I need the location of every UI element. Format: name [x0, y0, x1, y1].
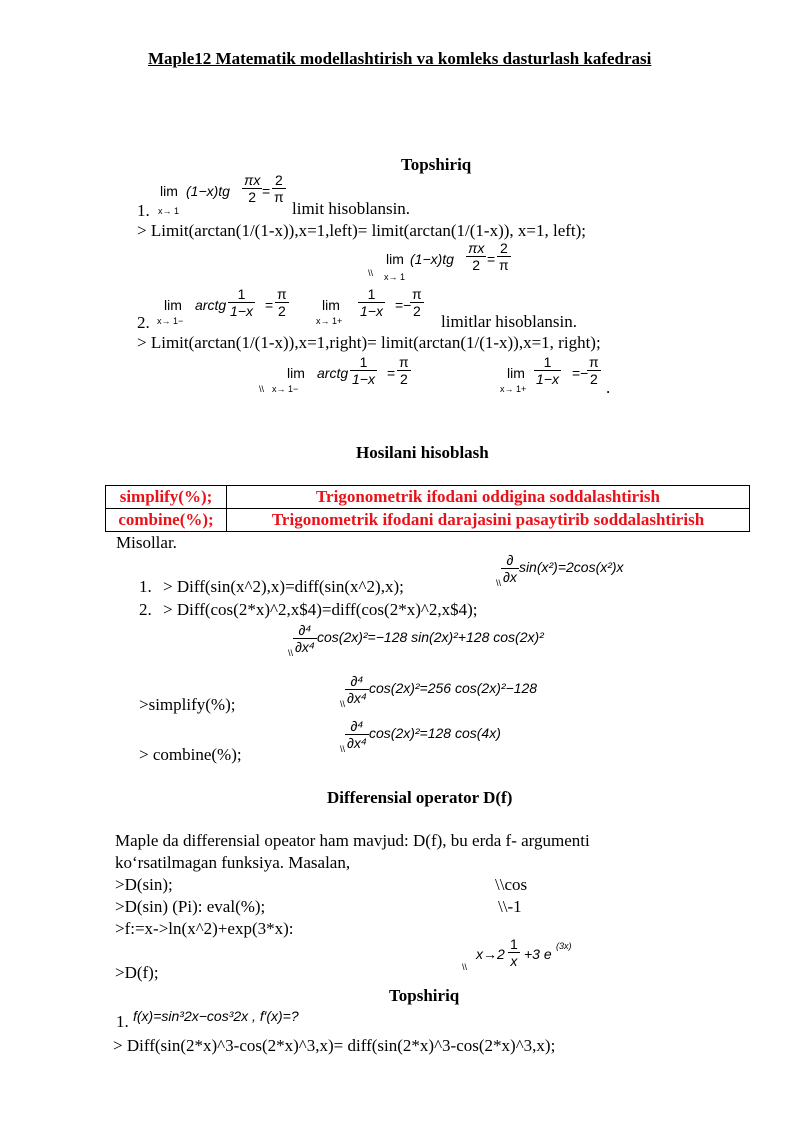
- fraction-numerator: π: [589, 354, 599, 370]
- partial-denominator: ∂x: [503, 569, 517, 585]
- maple-command: > Limit(arctan(1/(1-x)),x=1,right)= limit(arctan(1/(1-x)),x=1, right);: [137, 333, 601, 352]
- lim-subscript: x→ 1+: [500, 384, 527, 394]
- output-prefix: \\: [462, 962, 468, 972]
- partial-denominator: ∂x⁴: [295, 639, 315, 655]
- lim-subscript: x→ 1: [384, 272, 406, 282]
- derivative-output: [340, 718, 501, 754]
- formula-fraction: [350, 354, 377, 387]
- maple-command: >D(sin);: [115, 875, 173, 894]
- maple-output: \\cos: [495, 875, 528, 894]
- equals-sign: =: [265, 297, 274, 313]
- output-prefix: \\: [340, 744, 346, 755]
- table-cell-command: combine(%);: [106, 509, 227, 532]
- equals-sign: =: [487, 251, 496, 267]
- output-period: .: [606, 378, 611, 397]
- table-cell-description: Trigonometrik ifodani darajasini pasaytirib soddalashtirish: [227, 509, 750, 532]
- page-header: Maple12 Matematik modellashtirish va komleks dasturlash kafedrasi: [148, 49, 652, 68]
- formula-fraction: [272, 172, 286, 205]
- table-row: [106, 486, 750, 509]
- fraction-numerator: 1: [350, 354, 377, 371]
- partial-symbol: ∂⁴: [345, 718, 369, 735]
- equals-sign: =−: [395, 297, 412, 313]
- output-prefix: \\: [496, 578, 502, 589]
- derivative-output: [340, 673, 537, 709]
- derivative-expr: cos(2x)²=128 cos(4x): [369, 725, 501, 742]
- table-cell-description: Trigonometrik ifodani oddigina soddalashtirish: [227, 486, 750, 509]
- lim-label: lim: [322, 297, 340, 313]
- fraction-denominator: 1−x: [230, 303, 253, 319]
- maple-command: > Diff(sin(x^2),x)=diff(sin(x^2),x);: [163, 577, 404, 596]
- item-number: 2.: [137, 313, 150, 332]
- fraction-numerator: 1: [358, 286, 385, 303]
- partial-symbol: ∂: [501, 552, 519, 569]
- item-text: limitlar hisoblansin.: [441, 312, 577, 331]
- lim-expr: (1−x)tg: [186, 183, 230, 199]
- paragraph-line: ko‘rsatilmagan funksiya. Masalan,: [115, 853, 351, 872]
- task-formula: f(x)=sin³2x−cos³2x , f′(x)=?: [133, 1008, 299, 1024]
- fraction-denominator: 2: [589, 371, 598, 387]
- paragraph-line: Maple da differensial opeator ham mavjud: D(f), bu erda f- argumenti: [115, 831, 590, 850]
- derivative-output: [288, 622, 544, 658]
- item-number: 1.: [137, 201, 150, 220]
- fraction-denominator: 2: [399, 371, 408, 387]
- arctg-label: arctg: [195, 297, 227, 313]
- section-title-hosila: Hosilani hisoblash: [356, 443, 489, 462]
- lim-label: lim: [507, 365, 525, 381]
- fraction-denominator: 1−x: [352, 371, 375, 387]
- arctg-label: arctg: [317, 365, 349, 381]
- lim-label: lim: [164, 297, 182, 313]
- fraction-denominator: 2: [472, 257, 481, 273]
- fraction-numerator: 1: [534, 354, 561, 371]
- equals-sign: =−: [572, 365, 589, 381]
- partial-denominator: ∂x⁴: [347, 690, 367, 706]
- lim-label: lim: [386, 251, 404, 267]
- fraction-numerator: π: [399, 354, 409, 370]
- table-row: [106, 509, 750, 532]
- fraction-numerator: 2: [272, 172, 286, 189]
- formula-fraction: [397, 354, 411, 387]
- maple-command: >simplify(%);: [139, 695, 236, 714]
- equals-sign: =: [387, 365, 396, 381]
- fraction-numerator: π: [412, 286, 422, 302]
- examples-label: Misollar.: [116, 533, 177, 552]
- lim-subscript: x→ 1−: [157, 316, 184, 326]
- df-arrow: x→2: [476, 946, 505, 962]
- formula-fraction: [497, 240, 511, 273]
- fraction-numerator: 2: [497, 240, 511, 257]
- formula-fraction: [466, 240, 486, 273]
- lim-subscript: x→ 1−: [272, 384, 299, 394]
- formula-fraction: [410, 286, 424, 319]
- maple-command: >f:=x->ln(x^2)+exp(3*x):: [115, 919, 294, 938]
- fraction-denominator: 1−x: [360, 303, 383, 319]
- derivative-output: [496, 552, 624, 588]
- maple-command: >D(f);: [115, 963, 159, 982]
- maple-command: > combine(%);: [139, 745, 242, 764]
- fraction-numerator: πx: [244, 172, 261, 188]
- derivative-expr: cos(2x)²=256 cos(2x)²−128: [369, 680, 538, 697]
- formula-fraction: [587, 354, 601, 387]
- df-exponent: (3x): [556, 941, 572, 951]
- maple-command: > Diff(sin(2*x)^3-cos(2*x)^3,x)= diff(sin(2*x)^3-cos(2*x)^3,x);: [113, 1036, 556, 1055]
- formula-fraction: [275, 286, 289, 319]
- item-number: 1.: [116, 1012, 129, 1031]
- output-prefix: \\: [288, 648, 294, 659]
- fraction-denominator: x: [510, 953, 518, 969]
- fraction-numerator: π: [277, 286, 287, 302]
- formula-fraction: [358, 286, 385, 319]
- maple-output: \\-1: [498, 897, 522, 916]
- partial-denominator: ∂x⁴: [347, 735, 367, 751]
- lim-subscript: x→ 1: [158, 206, 180, 216]
- maple-command: >D(sin) (Pi): eval(%);: [115, 897, 266, 916]
- fraction-denominator: 2: [412, 303, 421, 319]
- fraction-denominator: 2: [277, 303, 286, 319]
- commands-table: [105, 485, 750, 532]
- output-prefix: \\: [340, 699, 346, 710]
- fraction-numerator: 1: [228, 286, 255, 303]
- output-prefix: \\: [259, 384, 265, 394]
- fraction-denominator: π: [499, 257, 509, 273]
- partial-symbol: ∂⁴: [345, 673, 369, 690]
- fraction-numerator: 1: [510, 936, 518, 952]
- output-prefix: \\: [368, 268, 374, 278]
- fraction-denominator: 2: [248, 189, 257, 205]
- formula-fraction: [534, 354, 561, 387]
- equals-sign: =: [262, 183, 271, 199]
- partial-symbol: ∂⁴: [293, 622, 317, 639]
- maple-command: > Diff(cos(2*x)^2,x$4)=diff(cos(2*x)^2,x$4);: [163, 600, 478, 619]
- formula-fraction: [242, 172, 262, 205]
- lim-subscript: x→ 1+: [316, 316, 343, 326]
- item-text: limit hisoblansin.: [292, 199, 411, 218]
- formula-fraction: [508, 936, 520, 969]
- section-title-topshiriq-2: Topshiriq: [389, 986, 460, 1005]
- lim-expr: (1−x)tg: [410, 251, 454, 267]
- formula-fraction: [228, 286, 255, 319]
- example-number: 2.: [139, 600, 152, 619]
- lim-label: lim: [287, 365, 305, 381]
- fraction-denominator: 1−x: [536, 371, 559, 387]
- derivative-expr: cos(2x)²=−128 sin(2x)²+128 cos(2x)²: [317, 629, 544, 646]
- table-cell-command: simplify(%);: [106, 486, 227, 509]
- section-title-operator: Differensial operator D(f): [327, 788, 513, 807]
- lim-label: lim: [160, 183, 178, 199]
- df-plus-term: +3 e: [524, 946, 552, 962]
- fraction-numerator: πx: [468, 240, 485, 256]
- example-number: 1.: [139, 577, 152, 596]
- fraction-denominator: π: [274, 189, 284, 205]
- maple-command: > Limit(arctan(1/(1-x)),x=1,left)= limit(arctan(1/(1-x)), x=1, left);: [137, 221, 587, 240]
- section-title-topshiriq: Topshiriq: [401, 155, 472, 174]
- derivative-expr: sin(x²)=2cos(x²)x: [518, 559, 624, 576]
